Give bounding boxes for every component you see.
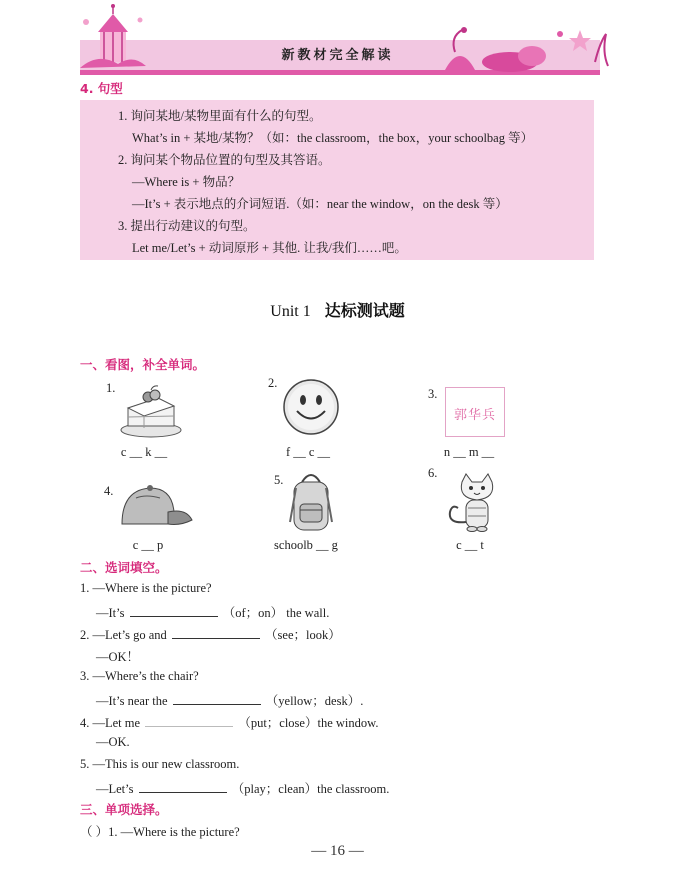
answer-bracket[interactable]: （ ） (80, 825, 109, 839)
pattern-line: 2. 询问某个物品位置的句型及其答语。 (118, 153, 331, 167)
page-header (0, 0, 675, 80)
item-number: 4. (104, 484, 114, 498)
word-blank: c __ t (456, 538, 484, 552)
pattern-line: What’s in + 某地/某物？（如：the classroom，the box，your schoolbag 等） (132, 131, 534, 145)
cake-icon (118, 384, 184, 440)
cat-icon (444, 472, 508, 532)
item-number: 6. (428, 466, 438, 480)
fill-blank[interactable] (139, 781, 227, 793)
item-number: 2. (268, 376, 278, 390)
question-line: 3. —Where’s the chair? (80, 669, 199, 683)
question-suffix: （put；close）the window. (238, 716, 379, 730)
word-blank: c __ p (132, 538, 164, 552)
answer-line (96, 691, 363, 709)
question-line (80, 625, 341, 643)
answer-prefix: —It’s (96, 606, 125, 620)
section1-heading: 一、看图，补全单词。 (80, 357, 206, 372)
stamp-text: 郭华兵 (453, 408, 496, 423)
question-line (80, 713, 378, 731)
item-number: 3. (428, 387, 438, 401)
pattern-line: —It’s + 表示地点的介词短语.（如：near the window，on the desk 等） (132, 197, 508, 211)
answer-prefix: —Let’s (96, 782, 134, 796)
page-number: — 16 — (311, 843, 364, 859)
answer-suffix: （play；clean）the classroom. (231, 782, 390, 796)
fill-blank[interactable] (173, 693, 261, 705)
fill-blank[interactable] (145, 715, 233, 727)
name-stamp (445, 387, 505, 437)
patterns-heading: 4. 句型 (80, 81, 123, 96)
unit-title-cn: 达标测试题 (324, 301, 405, 320)
patterns-box (80, 100, 594, 260)
answer-line (96, 603, 329, 621)
unit-title (0, 298, 675, 321)
word-blank: c __ k __ (120, 445, 168, 459)
pattern-line: 3. 提出行动建议的句型。 (118, 219, 256, 233)
answer-prefix: —It’s near the (96, 694, 168, 708)
unit-title-en: Unit 1 (270, 303, 311, 320)
fill-blank[interactable] (130, 605, 218, 617)
word-blank: f __ c __ (285, 445, 331, 459)
word-blank: schoolb __ g (274, 538, 338, 552)
answer-suffix: （yellow；desk）. (265, 694, 364, 708)
answer-suffix: （of；on） the wall. (222, 606, 330, 620)
section3-heading: 三、单项选择。 (80, 802, 168, 817)
word-blank: n __ m __ (443, 445, 495, 459)
pattern-line: 1. 询问某地/某物里面有什么的句型。 (118, 109, 322, 123)
question-prefix: 2. —Let’s go and (80, 628, 167, 642)
item-number: 5. (274, 473, 284, 487)
section2-heading: 二、选词填空。 (80, 560, 168, 575)
cap-icon (116, 482, 194, 532)
answer-line: —OK！ (96, 650, 140, 664)
question-text: 1. —Where is the picture? (108, 825, 240, 839)
question-line: 5. —This is our new classroom. (80, 757, 240, 771)
header-title: 新教材完全解读 (281, 48, 394, 63)
fill-blank[interactable] (172, 627, 260, 639)
answer-line: —OK. (96, 735, 130, 749)
answer-line (96, 779, 389, 797)
question-line: 1. —Where is the picture? (80, 581, 212, 595)
question-suffix: （see；look） (265, 628, 341, 642)
pattern-line: —Where is + 物品？ (132, 175, 241, 189)
smiley-face-icon (282, 378, 340, 436)
schoolbag-icon (286, 468, 336, 534)
item-number: 1. (106, 381, 116, 395)
pattern-line: Let me/Let’s + 动词原形 + 其他. 让我/我们……吧。 (132, 241, 407, 255)
question-prefix: 4. —Let me (80, 716, 141, 730)
choice-question (80, 822, 240, 840)
